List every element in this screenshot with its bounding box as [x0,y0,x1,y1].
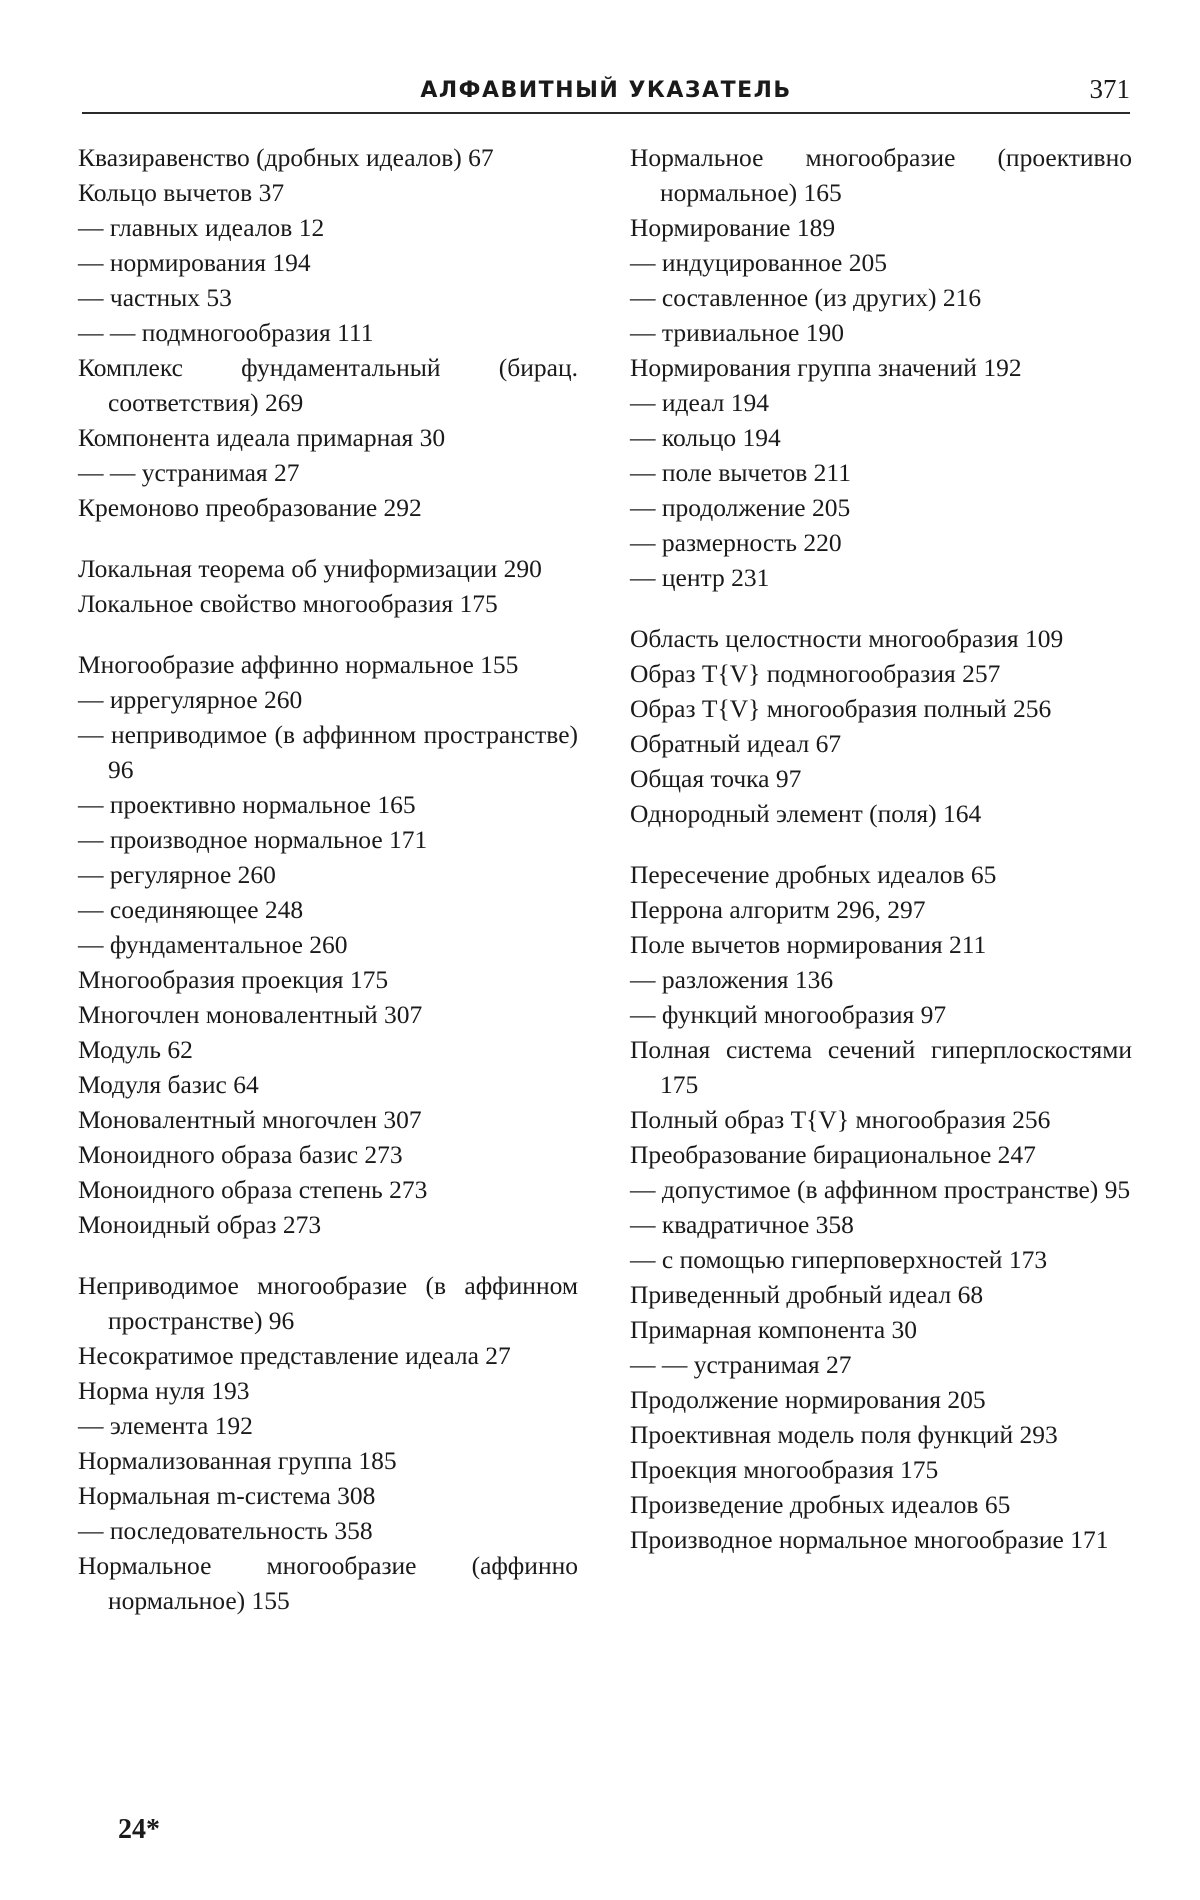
index-entry: Комплекс фундаментальный (бирац. соответствия) 269 [78,353,578,417]
index-entry: Моновалентный многочлен 307 [78,1105,422,1134]
index-entry: — индуцированное 205 [630,248,888,277]
index-column-left [78,140,578,1618]
index-entry: Моноидного образа базис 273 [78,1140,403,1169]
signature-mark: 24* [118,1814,160,1845]
index-entry: Однородный элемент (поля) 164 [630,799,982,828]
index-entry: Проекция многообразия 175 [630,1455,939,1484]
index-entry: Многочлен моновалентный 307 [78,1000,423,1029]
index-entry: — производное нормальное 171 [78,825,428,854]
index-entry: Обратный идеал 67 [630,729,842,758]
index-entry: — неприводимое (в аффинном пространстве) 96 [78,720,578,784]
index-entry: Продолжение нормирования 205 [630,1385,986,1414]
page-title: АЛФАВИТНЫЙ УКАЗАТЕЛЬ [420,78,792,103]
index-entry: Поле вычетов нормирования 211 [630,930,987,959]
index-entry: Многообразие аффинно нормальное 155 [78,650,519,679]
index-entry: Модуль 62 [78,1035,193,1064]
index-entry: — фундаментальное 260 [78,930,348,959]
index-entry: Пересечение дробных идеалов 65 [630,860,997,889]
index-entry: Примарная компонента 30 [630,1315,918,1344]
index-entry: Моноидного образа степень 273 [78,1175,428,1204]
index-entry: Приведенный дробный идеал 68 [630,1280,984,1309]
index-entry: Перрона алгоритм 296, 297 [630,895,926,924]
index-entry: — тривиальное 190 [630,318,844,347]
index-entry: — — устранимая 27 [78,458,300,487]
index-entry: — последовательность 358 [78,1516,373,1545]
index-entry: — нормирования 194 [78,248,311,277]
index-entry: — размерность 220 [630,528,842,557]
index-entry: Норма нуля 193 [78,1376,250,1405]
index-entry: Проективная модель поля функций 293 [630,1420,1058,1449]
index-entry: Полный образ T{V} многообразия 256 [630,1105,1051,1134]
index-entry: — разложения 136 [630,965,834,994]
index-entry: — регулярное 260 [78,860,276,889]
index-entry: — — устранимая 27 [630,1350,852,1379]
index-entry: — частных 53 [78,283,232,312]
index-entry: — иррегулярное 260 [78,685,303,714]
index-entry: — элемента 192 [78,1411,253,1440]
index-entry: Локальная теорема об униформизации 290 [78,554,542,583]
index-entry: Моноидный образ 273 [78,1210,322,1239]
index-entry: Квазиравенство (дробных идеалов) 67 [78,143,494,172]
index-entry: — поле вычетов 211 [630,458,851,487]
index-entry: — — подмногообразия 111 [78,318,374,347]
index-entry: Преобразование бирациональное 247 [630,1140,1036,1169]
index-entry: — кольцо 194 [630,423,781,452]
index-entry: — допустимое (в аффинном пространстве) 95 [630,1175,1131,1204]
index-entry: Полная система сечений гиперплоскостями 175 [630,1035,1132,1099]
index-entry: Общая точка 97 [630,764,802,793]
index-entry: Произведение дробных идеалов 65 [630,1490,1011,1519]
index-entry: Нормальное многообразие (аффинно нормальное) 155 [78,1551,578,1615]
index-entry: Нормирование 189 [630,213,836,242]
index-entry: Нормальная m-система 308 [78,1481,376,1510]
index-entry: — продолжение 205 [630,493,851,522]
index-entry: — проективно нормальное 165 [78,790,416,819]
page-number: 371 [1089,74,1130,104]
index-entry: — главных идеалов 12 [78,213,325,242]
index-entry: Многообразия проекция 175 [78,965,389,994]
index-entry: — составленное (из других) 216 [630,283,982,312]
index-column-right [630,140,1132,1557]
index-entry: Компонента идеала примарная 30 [78,423,446,452]
header-rule [82,112,1130,114]
index-entry: Несократимое представление идеала 27 [78,1341,511,1370]
index-entry: — с помощью гиперповерхностей 173 [630,1245,1048,1274]
index-entry: — идеал 194 [630,388,770,417]
running-header [82,70,1130,114]
index-entry: Модуля базис 64 [78,1070,259,1099]
index-entry: Нормальное многообразие (проективно нормальное) 165 [630,143,1132,207]
index-entry: — квадратичное 358 [630,1210,854,1239]
index-entry: — центр 231 [630,563,770,592]
index-entry: Производное нормальное многообразие 171 [630,1525,1109,1554]
index-entry: Кремоново преобразование 292 [78,493,422,522]
index-entry: Нормирования группа значений 192 [630,353,1022,382]
index-entry: Образ T{V} подмногообразия 257 [630,659,1001,688]
index-entry: Неприводимое многообразие (в аффинном пространстве) 96 [78,1271,578,1335]
index-entry: Кольцо вычетов 37 [78,178,285,207]
index-entry: Образ T{V} многообразия полный 256 [630,694,1052,723]
index-entry: — функций многообразия 97 [630,1000,947,1029]
index-entry: Локальное свойство многообразия 175 [78,589,498,618]
index-entry: Область целостности многообразия 109 [630,624,1064,653]
index-entry: Нормализованная группа 185 [78,1446,397,1475]
index-entry: — соединяющее 248 [78,895,304,924]
